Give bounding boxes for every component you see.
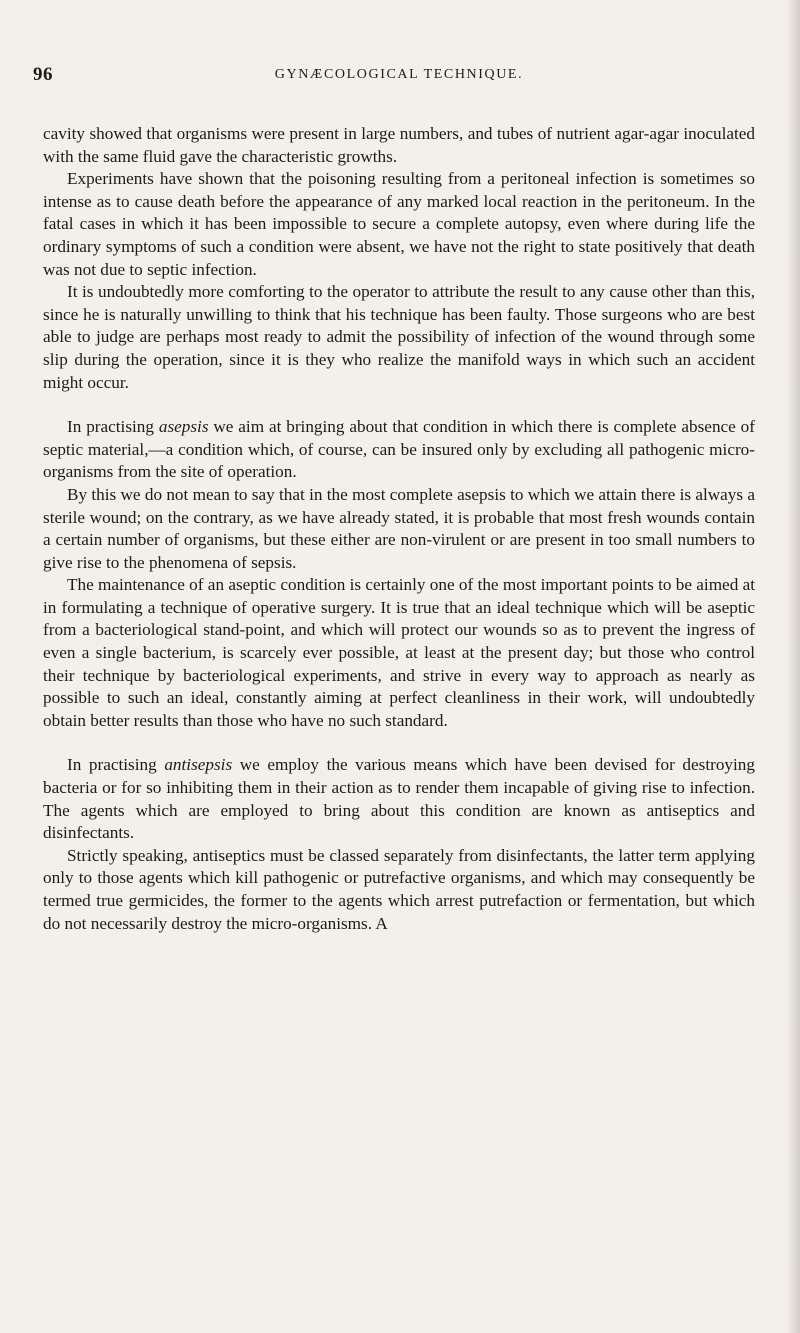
paragraph-text: In practising [67,755,165,775]
paragraph-text: we employ the various means which have been devised for destroying bacteria or for so inhibiting them in their action as to render them incapable of giving rise to infection. The agents which are employed to bring about this condition are known as antiseptics and disinfectants. [43,755,755,843]
paragraph: By this we do not mean to say that in the most complete asepsis to which we attain there is always a sterile wound; on the contrary, as we have already stated, it is probable that most fresh wounds contain a certain number of organisms, but these either are non-virulent or are present in too small numbers to give rise to the phenomena of sepsis. [43,484,755,572]
paragraph: It is undoubtedly more comforting to the operator to attribute the result to any cause other than this, since he is naturally unwilling to think that his technique has been faulty. Those surgeons who are best able to judge are perhaps most ready to admit the possibility of infection of the wound through some slip during the operation, since it is they who realize the manifold ways in which such an accident might occur. [43,282,755,392]
paragraph-asepsis [43,416,755,484]
paragraph-antisepsis [43,754,755,844]
page-number: 96 [33,64,53,85]
paragraph-text: we aim at bringing about that condition in which there is complete absence of septic material,—a condition which, of course, can be insured only by excluding all pathogenic micro-organisms from the site of operation. [43,417,755,482]
paragraph: Strictly speaking, antiseptics must be classed separately from disinfectants, the latter term applying only to those agents which kill pathogenic or putrefactive organisms, and which may consequently be termed true germicides, the former to the agents which arrest putrefaction or fermentation, but which do not necessarily destroy the micro-organisms. A [43,845,755,933]
emphasis-term: antisepsis [164,755,233,775]
paragraph: cavity showed that organisms were present in large numbers, and tubes of nutrient agar-agar inoculated with the same fluid gave the characteristic growths. [43,124,755,166]
page-edge-shadow [786,0,800,1333]
running-title: GYNÆCOLOGICAL TECHNIQUE. [274,67,524,82]
paragraph-text: In practising [67,417,159,437]
body-text [43,123,755,935]
paragraph: Experiments have shown that the poisoning resulting from a peritoneal infection is sometimes so intense as to cause death before the appearance of any marked local reaction in the peritoneum. In the fatal cases in which it has been impossible to secure a complete autopsy, even where during life the ordinary symptoms of such a condition were absent, we have not the right to state positively that death was not due to septic infection. [43,169,755,279]
emphasis-term: asepsis [158,417,209,437]
paragraph: The maintenance of an aseptic condition is certainly one of the most important points to be aimed at in formulating a technique of operative surgery. It is true that an ideal technique which will be aseptic from a bacteriological stand-point, and which will protect our wounds so as to prevent the ingress of even a single bacterium, is scarcely ever possible, at least at the present day; but those who control their technique by bacteriological experiments, and strive in every way to approach as nearly as possible to such an ideal, constantly aiming at perfect cleanliness in their work, will undoubtedly obtain better results than those who have no such standard. [43,575,755,730]
page-header [33,64,753,88]
